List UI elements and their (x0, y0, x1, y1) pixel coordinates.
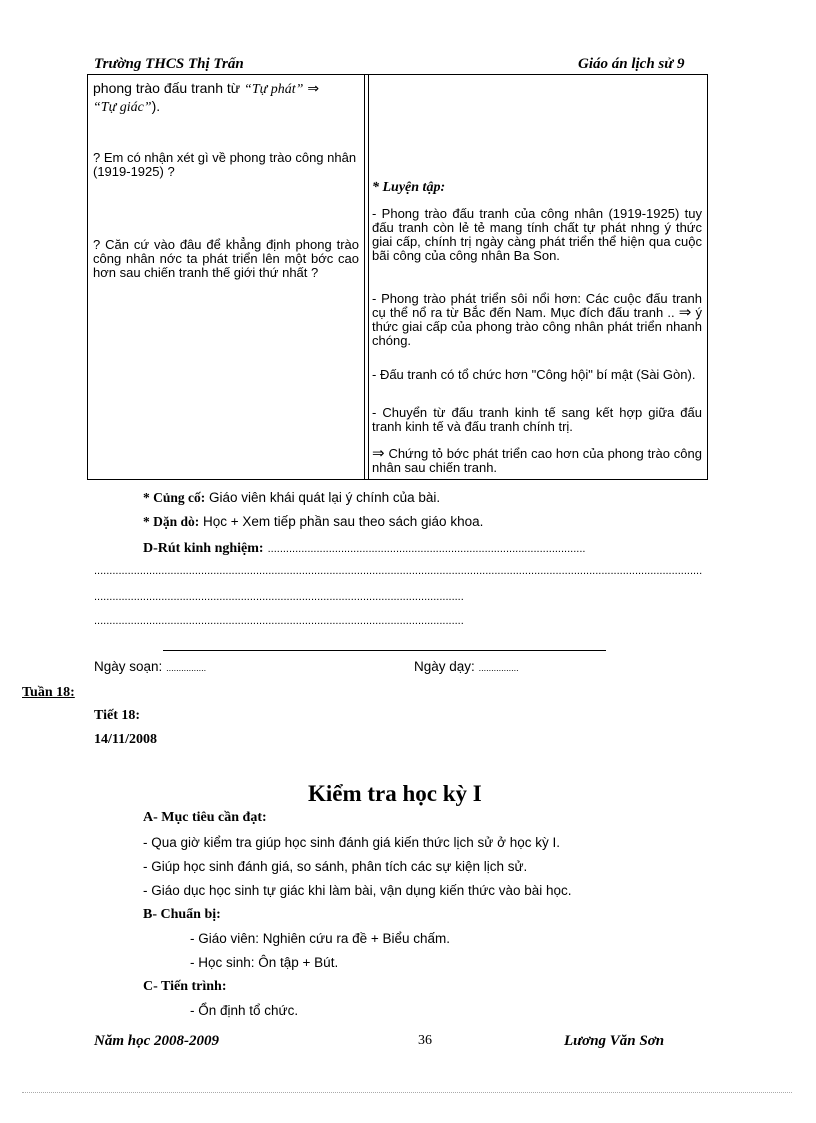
section-a-item-1: - Qua giờ kiểm tra giúp học sinh đánh giá kiến thức lịch sử ở học kỳ I. (143, 835, 560, 850)
tuan-label: Tuần 18: (22, 685, 75, 700)
practice-heading: * Luyện tập: (372, 180, 446, 195)
header-school: Trường THCS Thị Trấn (94, 56, 244, 72)
question-1: ? Em có nhận xét gì về phong trào công nhân (1919-1925) ? (93, 150, 357, 179)
page-title: Kiểm tra học kỳ I (308, 781, 482, 806)
separator-line (163, 650, 606, 651)
footer-author: Lương Văn Sơn (564, 1033, 665, 1049)
ngay-day: Ngày dạy: ................ (414, 659, 519, 674)
rutkinh-dots-4: ......................................................................................................................... (94, 615, 464, 627)
practice-p1: - Phong trào đấu tranh của công nhân (1919-1925) tuy đấu tranh còn lẻ tẻ mang tính chất tự phát nhng ý thức giai cấp, chính trị ngày càng phát triển thể hiện qua cuộc bãi công của công nhân Ba Son. (372, 206, 702, 263)
rutkinh-dots-2: ....................................................................................................................................................................................................... (94, 565, 703, 577)
section-c-label: C- Tiến trình: (143, 979, 227, 994)
lesson-date: 14/11/2008 (94, 732, 158, 747)
section-b-item-2: - Học sinh: Ôn tập + Bút. (190, 955, 339, 970)
section-b-item-1: - Giáo viên: Nghiên cứu ra đề + Biểu chấm. (190, 931, 451, 946)
header-subject: Giáo án lịch sử 9 (578, 56, 685, 72)
page-number: 36 (418, 1033, 432, 1048)
rutkinh-line: D-Rút kinh nghiệm: ........................................................................................................ (143, 541, 586, 556)
section-a-item-3: - Giáo dục học sinh tự giác khi làm bài, vận dụng kiến thức vào bài học. (143, 883, 572, 898)
question-2: ? Căn cứ vào đâu để khẳng định phong trào công nhân nớc ta phát triển lên một bớc cao hơn sau chiến tranh thế giới thứ nhất ? (93, 237, 359, 280)
practice-p5: ⇒ Chứng tỏ bớc phát triển cao hơn của phong trào công nhân sau chiến tranh. (372, 445, 702, 475)
practice-p2: - Phong trào phát triển sôi nổi hơn: Các cuộc đấu tranh cụ thể nổ ra từ Bắc đến Nam. Mục đích đấu tranh .. ⇒ ý thức giai cấp của phong trào công nhân phát triển nhanh chóng. (372, 291, 702, 348)
cungco-line: * Củng cố: Giáo viên khái quát lại ý chính của bài. (143, 490, 441, 505)
page-bottom-rule (22, 1092, 792, 1093)
tiet-label: Tiết 18: (94, 708, 141, 723)
rutkinh-dots-3: ......................................................................................................................... (94, 591, 464, 603)
section-c-item-1: - Ổn định tổ chức. (190, 1003, 299, 1018)
table-left-continuation: phong trào đấu tranh từ “Tự phát” ⇒ “Tự giác”). (93, 80, 320, 115)
section-a-item-2: - Giúp học sinh đánh giá, so sánh, phân tích các sự kiện lịch sử. (143, 859, 528, 874)
practice-p3: - Đấu tranh có tổ chức hơn "Công hội" bí mật (Sài Gòn). (372, 367, 696, 382)
footer-year: Năm học 2008-2009 (94, 1033, 219, 1049)
practice-p4: - Chuyển từ đấu tranh kinh tế sang kết hợp giữa đấu tranh kinh tế và đấu tranh chính trị. (372, 405, 702, 434)
dando-line: * Dặn dò: Học + Xem tiếp phần sau theo sách giáo khoa. (143, 514, 484, 529)
ngay-soan: Ngày soạn: ................ (94, 659, 207, 674)
section-b-label: B- Chuẩn bị: (143, 907, 221, 922)
section-a-label: A- Mục tiêu cần đạt: (143, 810, 267, 825)
